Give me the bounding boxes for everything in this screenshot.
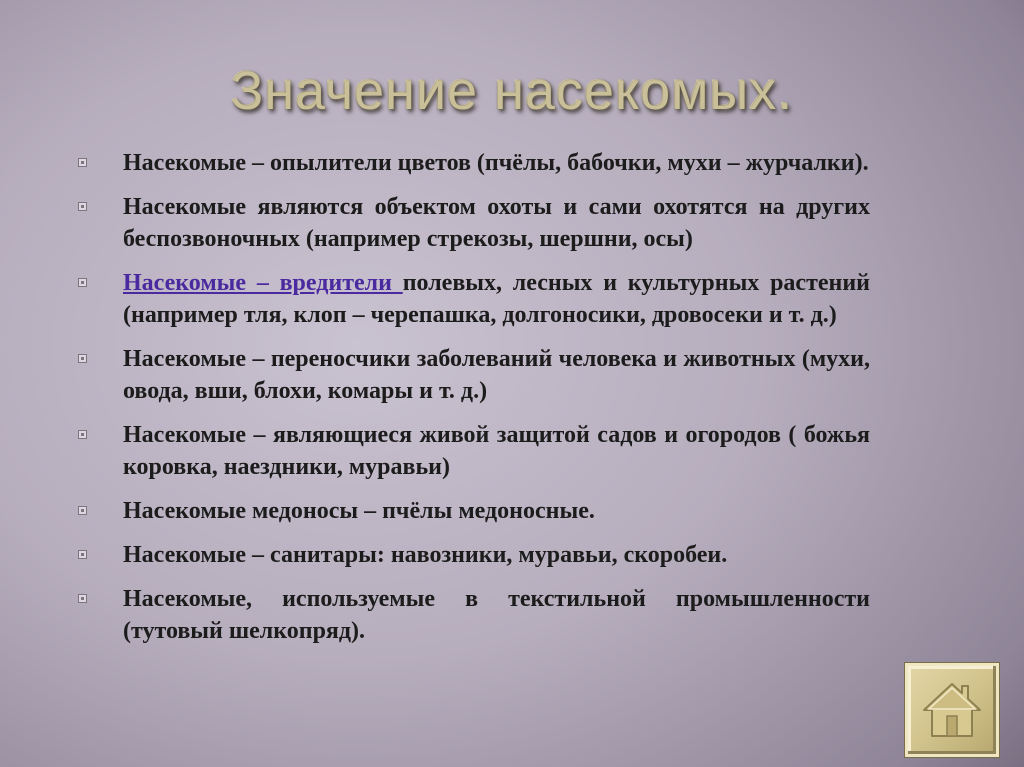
bullet-icon [78, 594, 87, 603]
bullet-icon [78, 550, 87, 559]
bullet-text: Насекомые, используемые в текстильной промышленности (тутовый шелкопряд). [123, 586, 870, 644]
bullet-text: полевых, лесных и культурных растений (например тля, клоп – черепашка, долгоносики, дровосеки и т. д.) [123, 270, 870, 328]
bullet-icon [78, 506, 87, 515]
bullet-text: Насекомые являются объектом охоты и сами охотятся на других беспозвоночных (например стрекозы, шершни, осы) [123, 194, 870, 252]
home-icon [920, 678, 984, 742]
list-item [78, 267, 870, 331]
list-item [78, 495, 870, 527]
list-item [78, 191, 870, 255]
bullet-icon [78, 278, 87, 287]
bullet-icon [78, 430, 87, 439]
slide-title: Значение насекомых. [230, 61, 794, 121]
bullet-text: Насекомые – опылители цветов (пчёлы, бабочки, мухи – журчалки). [123, 150, 869, 176]
list-item [78, 343, 870, 407]
list-item [78, 147, 870, 179]
list-item [78, 419, 870, 483]
list-item [78, 583, 870, 647]
bullet-icon [78, 354, 87, 363]
bullet-text: Насекомые – санитары: навозники, муравьи, скоробеи. [123, 542, 728, 568]
bullet-icon [78, 202, 87, 211]
list-item [78, 539, 870, 571]
bullet-text: Насекомые медоносы – пчёлы медоносные. [123, 498, 595, 524]
bullet-text: Насекомые – являющиеся живой защитой садов и огородов ( божья коровка, наездники, муравьи) [123, 422, 870, 480]
bullet-text: Насекомые – переносчики заболеваний человека и животных (мухи, овода, вши, блохи, комары и т. д.) [123, 346, 870, 404]
home-button[interactable] [905, 663, 999, 757]
bullet-list [78, 147, 870, 659]
pests-link[interactable]: Насекомые – вредители [123, 270, 403, 296]
bullet-icon [78, 158, 87, 167]
